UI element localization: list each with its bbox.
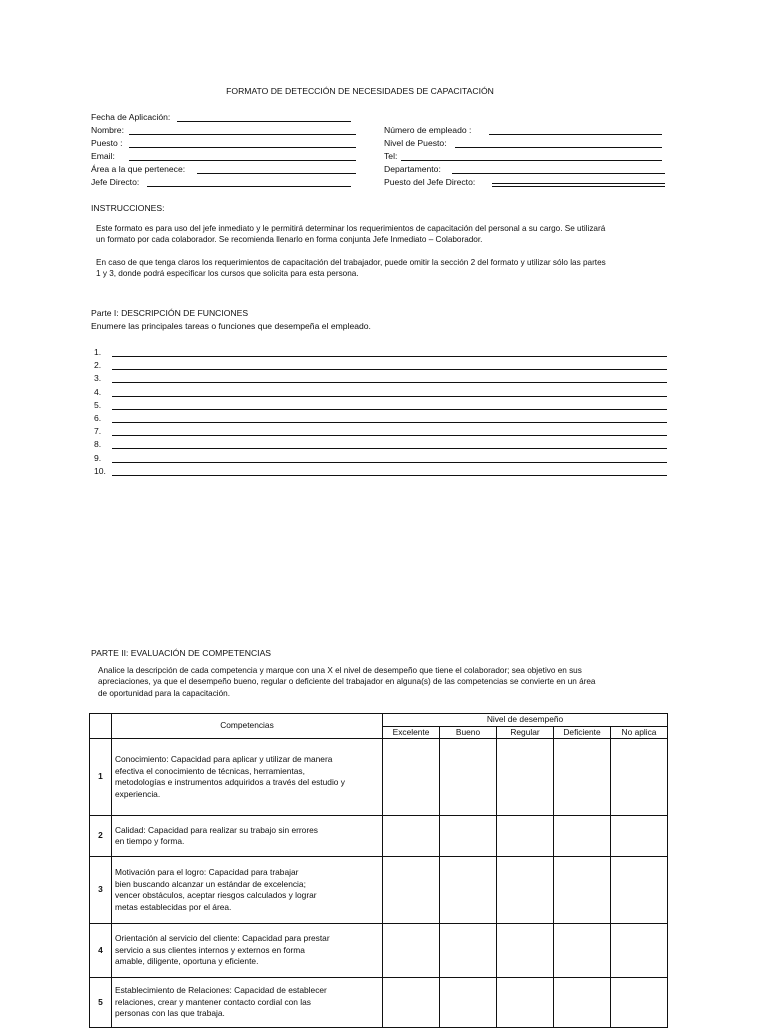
competencia-text-line: en tiempo y forma.: [115, 836, 185, 846]
rating-cell-excelente[interactable]: [383, 739, 440, 816]
header-excelente: Excelente: [383, 726, 440, 739]
function-line-field[interactable]: [112, 382, 667, 383]
part2-line: apreciaciones, ya que el desempeño bueno, regular o deficiente del trabajador en alguna(s) de las competencias se convierte en un área: [98, 677, 596, 687]
competencia-text-line: Orientación al servicio del cliente: Capacidad para prestar: [115, 933, 330, 944]
rating-cell-excelente[interactable]: [383, 857, 440, 924]
rating-cell-no-aplica[interactable]: [611, 739, 668, 816]
nombre-field[interactable]: [129, 134, 356, 135]
instructions-line: En caso de que tenga claros los requerimientos de capacitación del trabajador, puede omitir la sección 2 del formato y utilizar sólo las partes: [96, 258, 606, 267]
competencia-row: [90, 739, 668, 816]
jefe-label: Jefe Directo:: [91, 177, 140, 187]
header-bueno: Bueno: [440, 726, 497, 739]
competencia-row: [90, 816, 668, 857]
instructions-line: un formato por cada colaborador. Se recomienda llenarlo en forma conjunta Jefe Inmediato – Colaborador.: [96, 235, 483, 245]
header-nivel-desempeno: Nivel de desempeño: [383, 714, 668, 727]
rating-cell-no-aplica[interactable]: [611, 816, 668, 857]
instructions-text-1: [96, 223, 605, 246]
rating-cell-bueno[interactable]: [440, 816, 497, 857]
rating-cell-no-aplica[interactable]: [611, 924, 668, 978]
competencia-description: [112, 739, 383, 816]
function-number: 6.: [94, 413, 102, 423]
competencia-description: [112, 978, 383, 1028]
rating-cell-deficiente[interactable]: [554, 924, 611, 978]
rating-cell-deficiente[interactable]: [554, 978, 611, 1028]
part2-line: de oportunidad para la capacitación.: [98, 688, 231, 698]
header-deficiente: Deficiente: [554, 726, 611, 739]
competencia-text-line: Conocimiento: Capacidad para aplicar y utilizar de manera: [115, 754, 333, 764]
function-number: 5.: [94, 399, 102, 410]
header-regular: Regular: [497, 726, 554, 739]
instructions-heading: INSTRUCCIONES:: [91, 203, 165, 213]
nombre-label: Nombre:: [91, 125, 124, 135]
function-number: 2.: [94, 360, 102, 371]
function-line-field[interactable]: [112, 435, 667, 436]
competencia-number: 1: [90, 739, 112, 816]
area-field[interactable]: [197, 173, 356, 174]
competencia-text-line: personas con las que trabaja.: [115, 1008, 225, 1019]
email-field[interactable]: [129, 160, 356, 161]
nivel-puesto-label: Nivel de Puesto:: [384, 138, 447, 148]
rating-cell-deficiente[interactable]: [554, 857, 611, 924]
document-title: FORMATO DE DETECCIÓN DE NECESIDADES DE CAPACITACIÓN: [226, 86, 494, 96]
rating-cell-bueno[interactable]: [440, 978, 497, 1028]
rating-cell-excelente[interactable]: [383, 816, 440, 857]
puesto-field[interactable]: [129, 147, 356, 148]
competencia-text-line: metas establecidas por el área.: [115, 901, 232, 912]
puesto-jefe-field-double: [492, 186, 665, 187]
rating-cell-no-aplica[interactable]: [611, 978, 668, 1028]
competencia-row: [90, 978, 668, 1028]
jefe-field[interactable]: [147, 186, 351, 187]
competencia-text-line: efectiva el conocimiento de técnicas, herramientas,: [115, 765, 305, 776]
puesto-jefe-field[interactable]: [492, 183, 665, 184]
competencia-description: [112, 816, 383, 857]
rating-cell-no-aplica[interactable]: [611, 857, 668, 924]
numero-empleado-label: Número de empleado :: [384, 125, 472, 135]
function-line-field[interactable]: [112, 356, 667, 357]
competencia-number: 3: [90, 857, 112, 924]
competencia-row: [90, 924, 668, 978]
competencia-row: [90, 857, 668, 924]
part2-heading: PARTE II: EVALUACIÓN DE COMPETENCIAS: [91, 648, 272, 658]
header-index-cell: [90, 714, 112, 739]
function-number: 4.: [94, 386, 102, 397]
function-line-field[interactable]: [112, 396, 667, 397]
nivel-puesto-field[interactable]: [455, 147, 662, 148]
header-no-aplica: No aplica: [611, 726, 668, 739]
tel-label: Tel:: [384, 151, 398, 161]
part2-line: Analice la descripción de cada competencia y marque con una X el nivel de desempeño que tiene el colaborador; sea objetivo en sus: [98, 666, 582, 675]
competencias-table: [89, 713, 668, 1028]
rating-cell-bueno[interactable]: [440, 924, 497, 978]
area-label: Área a la que pertenece:: [91, 164, 186, 174]
function-line-field[interactable]: [112, 448, 667, 449]
competencia-text-line: relaciones, crear y mantener contacto cordial con las: [115, 996, 311, 1007]
competencia-number: 4: [90, 924, 112, 978]
function-number: 3.: [94, 373, 102, 384]
rating-cell-deficiente[interactable]: [554, 739, 611, 816]
part1-prompt: Enumere las principales tareas o funciones que desempeña el empleado.: [91, 321, 371, 331]
function-number: 1.: [94, 347, 102, 357]
function-number: 9.: [94, 452, 102, 463]
email-label: Email:: [91, 151, 115, 161]
departamento-label: Departamento:: [384, 164, 441, 174]
competencia-text-line: Calidad: Capacidad para realizar su trabajo sin errores: [115, 824, 318, 835]
rating-cell-bueno[interactable]: [440, 739, 497, 816]
rating-cell-regular[interactable]: [497, 978, 554, 1028]
rating-cell-bueno[interactable]: [440, 857, 497, 924]
puesto-jefe-label: Puesto del Jefe Directo:: [384, 177, 476, 187]
fecha-field[interactable]: [177, 121, 351, 122]
function-line-field[interactable]: [112, 369, 667, 370]
rating-cell-deficiente[interactable]: [554, 816, 611, 857]
function-number: 10.: [94, 465, 106, 476]
rating-cell-regular[interactable]: [497, 857, 554, 924]
instructions-line: Este formato es para uso del jefe inmediato y le permitirá determinar los requerimientos de capacitación del personal a su cargo. Se utilizará: [96, 224, 606, 233]
competencia-number: 2: [90, 816, 112, 857]
puesto-label: Puesto :: [91, 138, 123, 148]
competencia-text-line: amable, diligente, oportuna y eficiente.: [115, 956, 259, 967]
numero-empleado-field[interactable]: [489, 134, 662, 135]
competencia-text-line: vencer obstáculos, aceptar riesgos calculados y lograr: [115, 890, 317, 900]
competencia-text-line: Establecimiento de Relaciones: Capacidad de establecer: [115, 985, 327, 996]
tel-field[interactable]: [401, 160, 662, 161]
competencia-text-line: experiencia.: [115, 788, 161, 799]
departamento-field[interactable]: [452, 173, 665, 174]
competencia-text-line: servicio a sus clientes internos y externos en forma: [115, 944, 305, 955]
part2-instructions: [98, 665, 595, 699]
competencia-number: 5: [90, 978, 112, 1028]
competencia-description: [112, 857, 383, 924]
competencia-text-line: metodologías e instrumentos adquiridos a través del estudio y: [115, 777, 345, 787]
header-competencias: Competencias: [112, 714, 383, 739]
rating-cell-excelente[interactable]: [383, 924, 440, 978]
rating-cell-excelente[interactable]: [383, 978, 440, 1028]
competencia-text-line: Motivación para el logro: Capacidad para trabajar: [115, 867, 299, 877]
function-line-field[interactable]: [112, 409, 667, 410]
rating-cell-regular[interactable]: [497, 924, 554, 978]
function-line-field[interactable]: [112, 462, 667, 463]
function-line-field[interactable]: [112, 422, 667, 423]
fecha-label: Fecha de Aplicación:: [91, 112, 171, 122]
competencia-description: [112, 924, 383, 978]
part1-heading: Parte I: DESCRIPCIÓN DE FUNCIONES: [91, 308, 249, 318]
instructions-text-2: [96, 257, 606, 280]
function-line-field[interactable]: [112, 475, 667, 476]
function-number: 8.: [94, 439, 102, 450]
function-number: 7.: [94, 426, 102, 437]
rating-cell-regular[interactable]: [497, 739, 554, 816]
instructions-line: 1 y 3, donde podrá especificar los cursos que solicita para esta persona.: [96, 269, 359, 279]
rating-cell-regular[interactable]: [497, 816, 554, 857]
competencia-text-line: bien buscando alcanzar un estándar de excelencia;: [115, 878, 306, 889]
